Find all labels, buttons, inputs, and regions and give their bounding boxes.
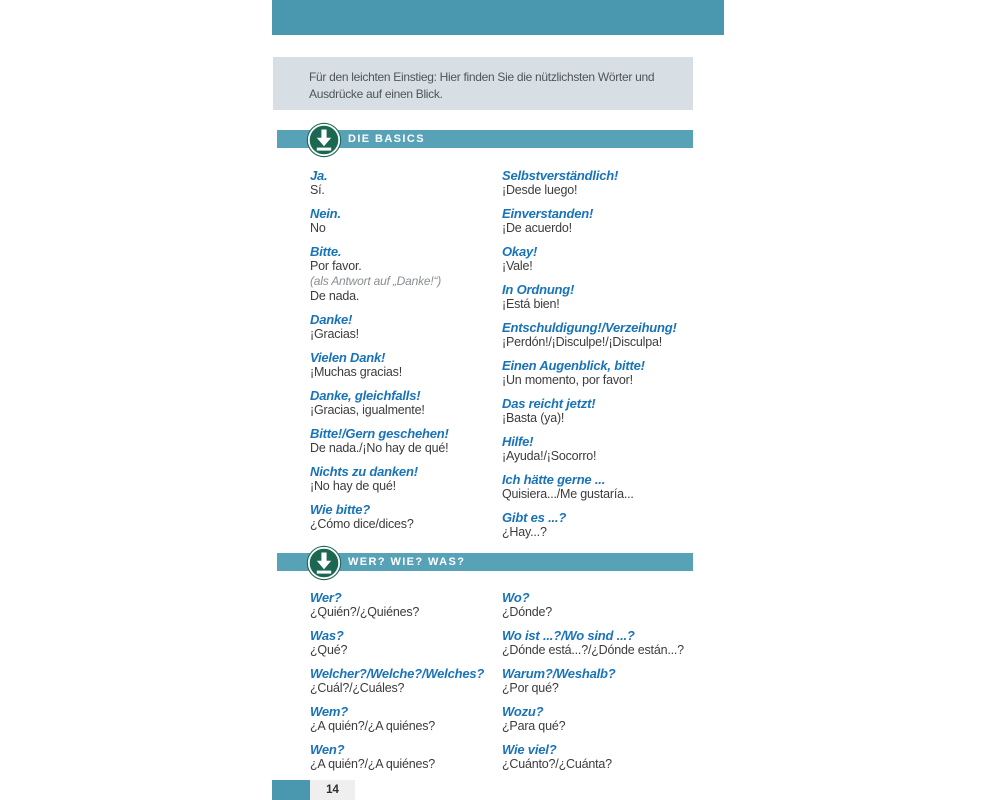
- spanish-translation: ¿A quién?/¿A quiénes?: [310, 757, 436, 771]
- phrase-column: [310, 590, 500, 780]
- spanish-translation: ¡Desde luego!: [502, 183, 578, 197]
- phrase-column: [502, 168, 698, 548]
- section-title: WER? WIE? WAS?: [348, 556, 466, 568]
- german-phrase: Wer?: [310, 590, 342, 605]
- phrase-entry: [502, 206, 698, 236]
- spanish-translation: ¡Muchas gracias!: [310, 365, 402, 379]
- spanish-translation: ¿Quién?/¿Quiénes?: [310, 605, 420, 619]
- german-phrase: Wie viel?: [502, 742, 557, 757]
- spanish-translation: ¿Cuál?/¿Cuáles?: [310, 681, 405, 695]
- phrase-entry: [310, 628, 500, 658]
- phrase-entry: [502, 628, 698, 658]
- german-phrase: Okay!: [502, 244, 538, 259]
- spanish-translation: ¿Para qué?: [502, 719, 566, 733]
- phrase-entry: [502, 244, 698, 274]
- download-icon: [306, 545, 342, 581]
- phrase-entry: [310, 590, 500, 620]
- german-phrase: Wo ist ...?/Wo sind ...?: [502, 628, 635, 643]
- page-number: 14: [310, 780, 355, 800]
- german-phrase: Wem?: [310, 704, 348, 719]
- phrase-entry: [502, 590, 698, 620]
- phrase-entry: [310, 704, 500, 734]
- phrase-entry: [502, 168, 698, 198]
- spanish-translation: Sí.: [310, 183, 325, 197]
- german-phrase: Selbstverständlich!: [502, 168, 619, 183]
- german-phrase: Hilfe!: [502, 434, 534, 449]
- spanish-translation: ¡Ayuda!/¡Socorro!: [502, 449, 597, 463]
- phrase-entry: [502, 434, 698, 464]
- phrase-entry: [310, 464, 500, 494]
- phrase-entry: [502, 704, 698, 734]
- german-phrase: Nein.: [310, 206, 341, 221]
- german-phrase: Einverstanden!: [502, 206, 594, 221]
- spanish-translation: ¡Gracias!: [310, 327, 359, 341]
- german-phrase: Einen Augenblick, bitte!: [502, 358, 645, 373]
- phrase-entry: [502, 666, 698, 696]
- spanish-translation: Quisiera.../Me gustaría...: [502, 487, 634, 501]
- phrase-entry: [502, 358, 698, 388]
- spanish-translation: ¡De acuerdo!: [502, 221, 572, 235]
- german-phrase: Wie bitte?: [310, 502, 370, 517]
- phrase-entry: [502, 472, 698, 502]
- spanish-translation: ¡Gracias, igualmente!: [310, 403, 425, 417]
- german-phrase: Danke, gleichfalls!: [310, 388, 421, 403]
- german-phrase: Welcher?/Welche?/Welches?: [310, 666, 485, 681]
- german-phrase: Gibt es ...?: [502, 510, 567, 525]
- phrase-entry: [310, 666, 500, 696]
- german-phrase: Danke!: [310, 312, 353, 327]
- spanish-translation: ¿Hay...?: [502, 525, 547, 539]
- spanish-translation: ¿Qué?: [310, 643, 348, 657]
- spanish-translation: ¡No hay de qué!: [310, 479, 396, 493]
- download-icon: [306, 122, 342, 158]
- phrase-entry: [310, 388, 500, 418]
- spanish-translation: ¿Cuánto?/¿Cuánta?: [502, 757, 612, 771]
- phrase-entry: [310, 244, 500, 304]
- chapter-header-bar: [272, 0, 724, 35]
- phrase-entry: [310, 168, 500, 198]
- phrase-entry: [502, 282, 698, 312]
- intro-text-line: Für den leichten Einstieg: Hier finden Sie die nützlichsten Wörter und: [309, 70, 655, 84]
- phrase-entry: [310, 350, 500, 380]
- phrase-entry: [502, 396, 698, 426]
- spanish-translation: Por favor.: [310, 259, 362, 273]
- phrase-entry: [310, 426, 500, 456]
- spanish-translation: De nada./¡No hay de qué!: [310, 441, 449, 455]
- spanish-translation: ¿Dónde está...?/¿Dónde están...?: [502, 643, 684, 657]
- spanish-translation: ¡Perdón!/¡Disculpe!/¡Disculpa!: [502, 335, 663, 349]
- spanish-translation: ¿Cómo dice/dices?: [310, 517, 414, 531]
- german-phrase: Wozu?: [502, 704, 544, 719]
- german-phrase: Bitte.: [310, 244, 342, 259]
- german-phrase: Ich hätte gerne ...: [502, 472, 606, 487]
- german-phrase: Bitte!/Gern geschehen!: [310, 426, 449, 441]
- section-title: DIE BASICS: [348, 133, 425, 145]
- spanish-translation: ¡Un momento, por favor!: [502, 373, 633, 387]
- spanish-translation: ¿A quién?/¿A quiénes?: [310, 719, 436, 733]
- german-phrase: Entschuldigung!/Verzeihung!: [502, 320, 677, 335]
- spanish-translation: ¿Por qué?: [502, 681, 559, 695]
- phrase-column: [310, 168, 500, 540]
- spanish-translation: ¡Está bien!: [502, 297, 560, 311]
- phrase-entry: [502, 320, 698, 350]
- phrase-entry: [310, 206, 500, 236]
- spanish-translation: ¿Dónde?: [502, 605, 553, 619]
- german-phrase: Was?: [310, 628, 344, 643]
- phrase-entry: [502, 742, 698, 772]
- spanish-translation: De nada.: [310, 289, 360, 303]
- intro-text-line: Ausdrücke auf einen Blick.: [309, 87, 443, 101]
- footer-color-tab: [272, 780, 310, 800]
- german-phrase: In Ordnung!: [502, 282, 575, 297]
- german-phrase: Ja.: [310, 168, 328, 183]
- spanish-translation: No: [310, 221, 326, 235]
- german-phrase: Wen?: [310, 742, 345, 757]
- spanish-translation: ¡Vale!: [502, 259, 533, 273]
- german-phrase: Nichts zu danken!: [310, 464, 418, 479]
- spanish-translation: ¡Basta (ya)!: [502, 411, 565, 425]
- phrase-entry: [310, 502, 500, 532]
- german-phrase: Warum?/Weshalb?: [502, 666, 616, 681]
- phrase-column: [502, 590, 698, 780]
- german-phrase: Wo?: [502, 590, 530, 605]
- german-phrase: Vielen Dank!: [310, 350, 386, 365]
- usage-note: (als Antwort auf „Danke!“): [310, 274, 442, 288]
- phrase-entry: [310, 312, 500, 342]
- phrase-entry: [310, 742, 500, 772]
- phrase-entry: [502, 510, 698, 540]
- german-phrase: Das reicht jetzt!: [502, 396, 596, 411]
- intro-box: [273, 57, 693, 110]
